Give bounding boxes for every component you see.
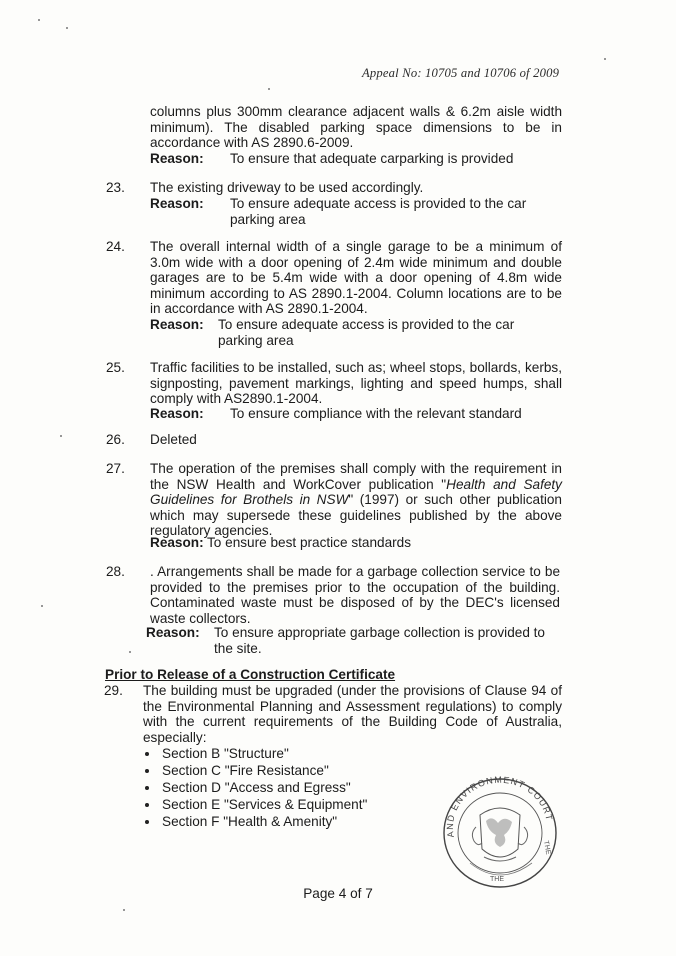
item-24-number: 24. [106, 239, 125, 254]
scan-speck [268, 88, 270, 90]
seal-lettering: AND ENVIRONMENT COURT [444, 775, 555, 839]
reason-label: Reason: [150, 196, 204, 211]
item-25-text: Traffic facilities to be installed, such as; wheel stops, bollards, kerbs, signposting, pavement markings, lighting and speed humps, shall comply with AS2890.1-2004. [150, 360, 562, 407]
item-25-number: 25. [106, 360, 125, 375]
svg-text:THE: THE [542, 840, 552, 856]
item-28-text: . Arrangements shall be made for a garbage collection service to be provided to the premises prior to the occupation of the building. Contaminated waste must be disposed of by the DEC's licensed waste collectors. [150, 564, 560, 626]
list-item: Section B "Structure" [143, 745, 367, 762]
item-27-text: The operation of the premises shall comply with the requirement in the NSW Health and WorkCover publication "Health and Safety Guidelines for Brothels in NSW" (1997) or such other publication which may supersede these guidelines published by the above regulatory agencies. [150, 461, 562, 539]
item-22-continuation-text: columns plus 300mm clearance adjacent walls & 6.2m aisle width minimum). The disabled parking space dimensions to be in accordance with AS 2890.6-2009. [150, 104, 562, 151]
list-item: Section C "Fire Resistance" [143, 762, 367, 779]
scan-speck [66, 27, 68, 29]
section-heading: Prior to Release of a Construction Certificate [105, 667, 396, 682]
list-item: Section D "Access and Egress" [143, 779, 367, 796]
item-29-number: 29. [104, 683, 123, 698]
reason-text: To ensure compliance with the relevant standard [230, 406, 522, 421]
publication-title: Health and Safety Guidelines for Brothels in NSW [150, 476, 562, 508]
reason-label: Reason: [150, 406, 204, 421]
appeal-reference: Appeal No: 10705 and 10706 of 2009 [362, 66, 560, 80]
scan-speck [38, 19, 40, 21]
reason-label: Reason: [150, 317, 204, 332]
scan-speck [41, 605, 43, 607]
svg-text:THE: THE [490, 876, 504, 883]
page-number: Page 4 of 7 [303, 886, 373, 901]
list-item: Section F "Health & Amenity" [143, 813, 367, 830]
reason-text: To ensure best practice standards [207, 535, 412, 550]
reason-text: To ensure adequate access is provided to the car parking area [218, 317, 515, 348]
reason-text: To ensure appropriate garbage collection is provided to the site. [214, 625, 545, 656]
scan-speck [123, 909, 125, 911]
reason-label: Reason: [146, 625, 200, 640]
item-29-text: The building must be upgraded (under the provisions of Clause 94 of the Environmental Planning and Assessment regulations) to comply with the current requirements of the Building Code of Australia, especially: [143, 683, 562, 745]
item-23-number: 23. [106, 180, 125, 195]
item-24-text: The overall internal width of a single garage to be a minimum of 3.0m wide with a door opening of 2.4m wide minimum and double garages are to be 5.4m wide with a door opening of 4.8m wide minimum according to AS 2890.1-2004. Column locations are to be in accordance with AS 2890.1-2004. [150, 239, 562, 317]
reason-label: Reason: [150, 535, 204, 550]
scan-speck [60, 435, 62, 437]
reason-text: To ensure adequate access is provided to the car parking area [230, 196, 527, 227]
item-28-number: 28. [106, 564, 125, 579]
scan-speck [604, 58, 606, 60]
item-26-number: 26. [106, 432, 125, 447]
court-seal-icon [440, 775, 562, 891]
bca-sections-list [143, 745, 367, 830]
scan-speck [129, 651, 131, 653]
reason-text: To ensure that adequate carparking is provided [230, 151, 514, 166]
item-26-text: Deleted [150, 432, 197, 447]
item-27-number: 27. [106, 461, 125, 476]
reason-label: Reason: [150, 151, 204, 166]
item-23-text: The existing driveway to be used accordingly. [150, 180, 424, 195]
list-item: Section E "Services & Equipment" [143, 796, 367, 813]
